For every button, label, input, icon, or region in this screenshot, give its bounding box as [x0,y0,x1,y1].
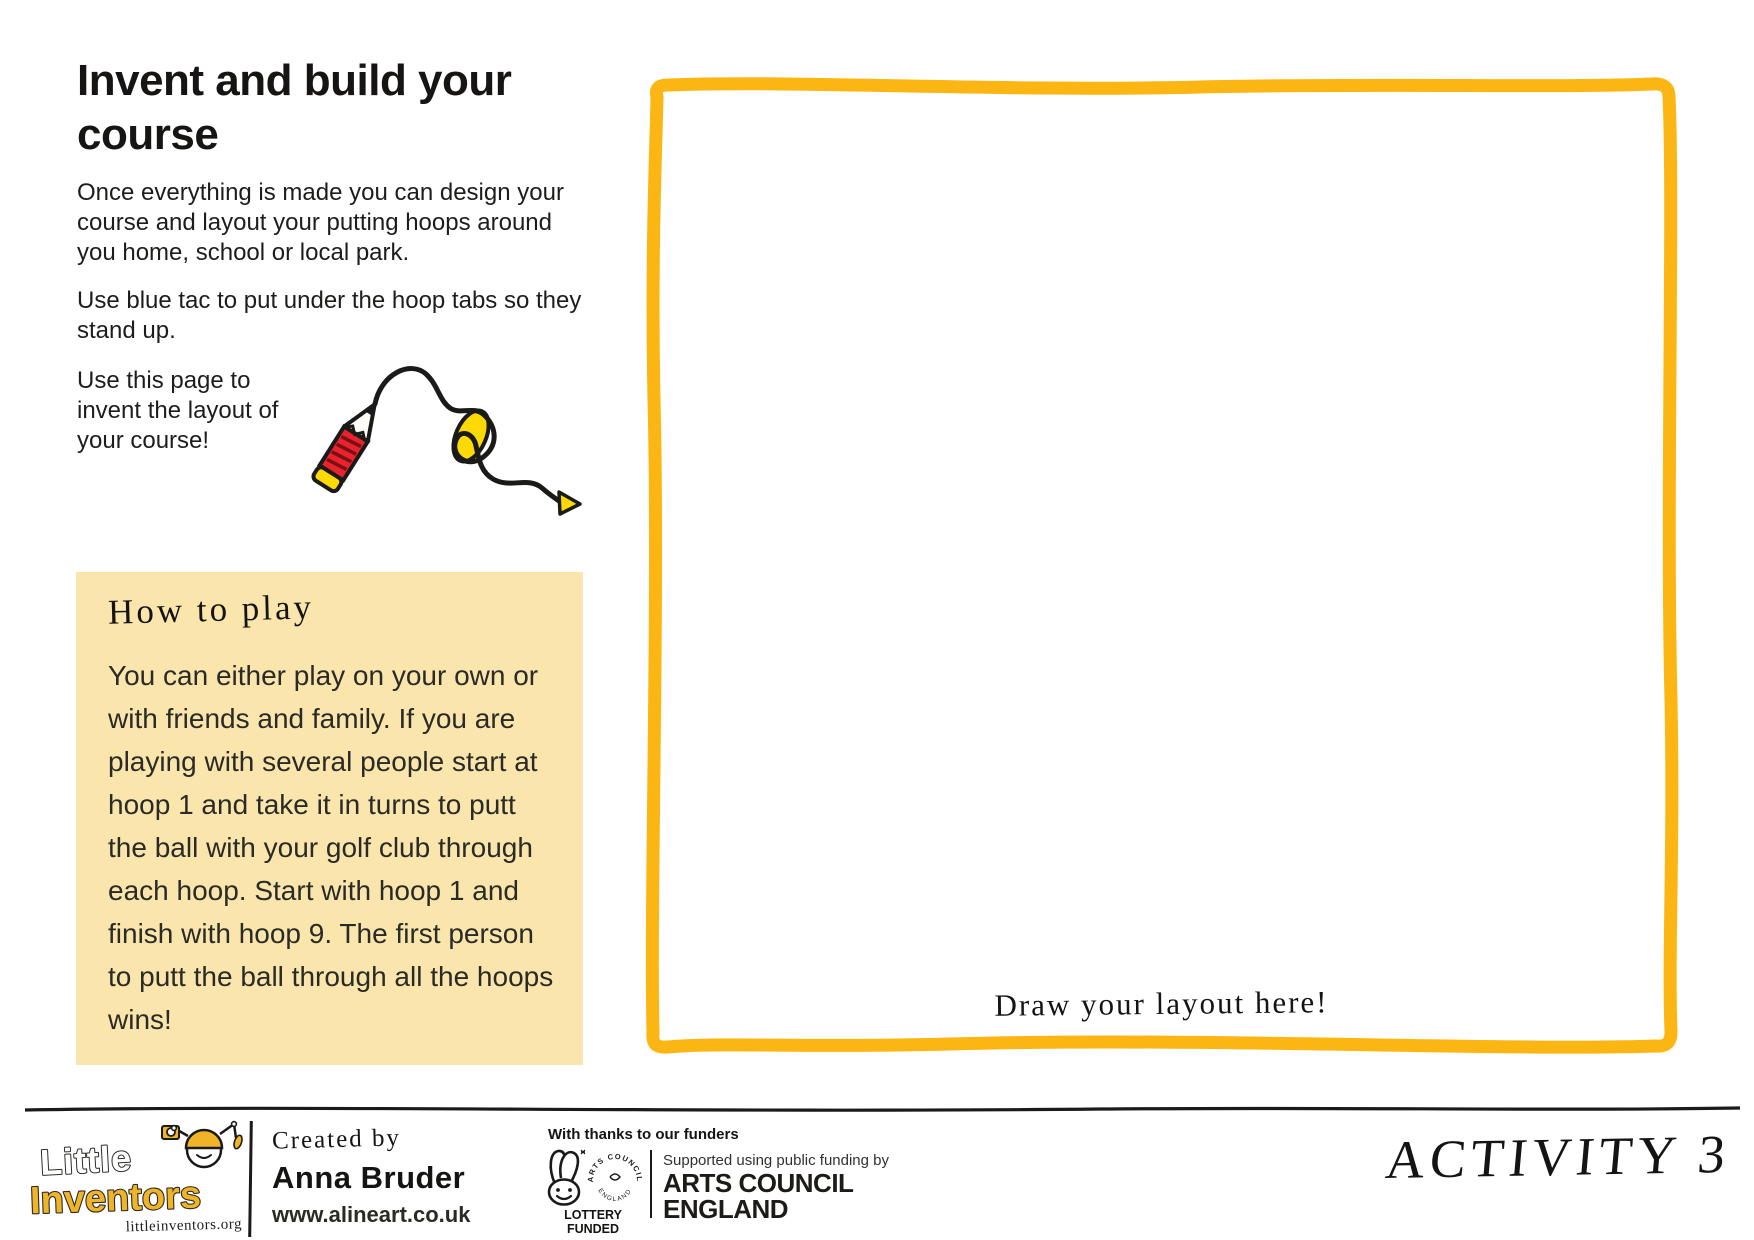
arts-council-line2: ENGLAND [663,1194,789,1224]
page-title: Invent and build your course [77,56,512,159]
lottery-funded-icon [543,1146,587,1206]
drawing-frame-border [652,84,1671,1047]
logo-word-little: Little [39,1137,134,1184]
stamp-text-top: ARTS COUNCIL [586,1151,644,1183]
squiggle-line [375,369,562,503]
lottery-funded-caption: LOTTERY FUNDED [564,1208,622,1236]
little-inventors-logo [28,1114,248,1236]
created-by-label: Created by [271,1124,402,1155]
intro-paragraph-1: Once everything is made you can design your course and layout your putting hoops around you home, school or local park. [77,179,564,266]
intro-paragraph-2: Use blue tac to put under the hoop tabs so they stand up. [77,287,582,344]
pencil-squiggle-illustration [278,342,588,520]
created-by-website: www.alineart.co.uk [272,1202,471,1227]
footer-divider-line [0,1104,1754,1116]
how-to-play-body: You can either play on your own or with friends and family. If you are playing with several people start at hoop 1 and take it in turns to putt the ball with your golf club through each hoop. Start with hoop 1 and finish with hoop 9. The first person to putt the ball through all the hoops wins! [108,660,554,1035]
drawing-area-frame [630,58,1705,1068]
svg-text:ARTS COUNCIL [586,1152,644,1183]
footer-divider-funders [650,1150,652,1218]
stamp-center-mark [610,1174,620,1180]
inventor-character-icon [162,1122,243,1167]
created-by-name: Anna Bruder [272,1160,466,1195]
arts-council-stamp-icon [586,1150,644,1208]
intro-paragraph-3: Use this page to invent the layout of your course! [77,367,279,454]
pencil-icon [312,396,387,493]
svg-text:ENGLAND [596,1187,633,1203]
stamp-text-bottom: ENGLAND [596,1187,634,1204]
funders-heading: With thanks to our funders [548,1126,739,1143]
squiggle-arrowhead [559,492,580,514]
how-to-play-heading: How to play [107,587,315,632]
how-to-play-panel [76,572,583,1065]
activity-label: ACTIVITY 3 [1383,1124,1733,1190]
footer-divider-logo [248,1121,253,1237]
logo-word-inventors: Inventors [29,1174,202,1223]
logo-website: littleinventors.org [125,1216,243,1236]
arts-council-line1: ARTS COUNCIL [663,1168,854,1198]
supported-by-line: Supported using public funding by [663,1152,889,1169]
drawing-area-caption: Draw your layout here! [994,984,1329,1023]
